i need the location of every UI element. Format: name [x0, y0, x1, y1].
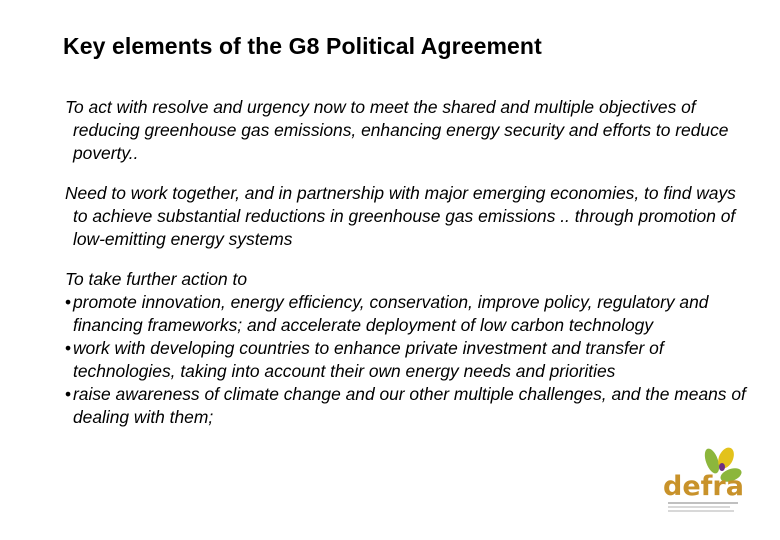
defra-logo — [660, 445, 760, 530]
bullet-text: work with developing countries to enhance private investment and transfer of technologies, taking into account their own energy needs and priorities — [73, 338, 664, 381]
bullet-item — [65, 337, 755, 383]
bullet-item — [65, 291, 755, 337]
bullet-icon: • — [65, 338, 72, 358]
defra-logo-graphic — [660, 445, 760, 530]
bullet-item — [65, 383, 755, 429]
paragraph-partnership: Need to work together, and in partnership with major emerging economies, to find ways to achieve substantial reductions in greenhouse gas emissions .. through promotion of low-emitting energy systems — [65, 183, 736, 249]
bullet-icon: • — [65, 384, 72, 404]
bullet-text: promote innovation, energy efficiency, conservation, improve policy, regulatory and financing frameworks; and accelerate deployment of low carbon technology — [73, 292, 709, 335]
paragraph-resolve: To act with resolve and urgency now to meet the shared and multiple objectives of reducing greenhouse gas emissions, enhancing energy security and efforts to reduce poverty.. — [65, 97, 729, 163]
defra-wordmark: defra — [663, 471, 744, 502]
slide-body — [65, 96, 755, 429]
action-intro: To take further action to — [65, 269, 248, 289]
bullet-icon: • — [65, 292, 72, 312]
bullet-text: raise awareness of climate change and our other multiple challenges, and the means of dealing with them; — [73, 384, 746, 427]
slide-title: Key elements of the G8 Political Agreement — [63, 33, 542, 59]
